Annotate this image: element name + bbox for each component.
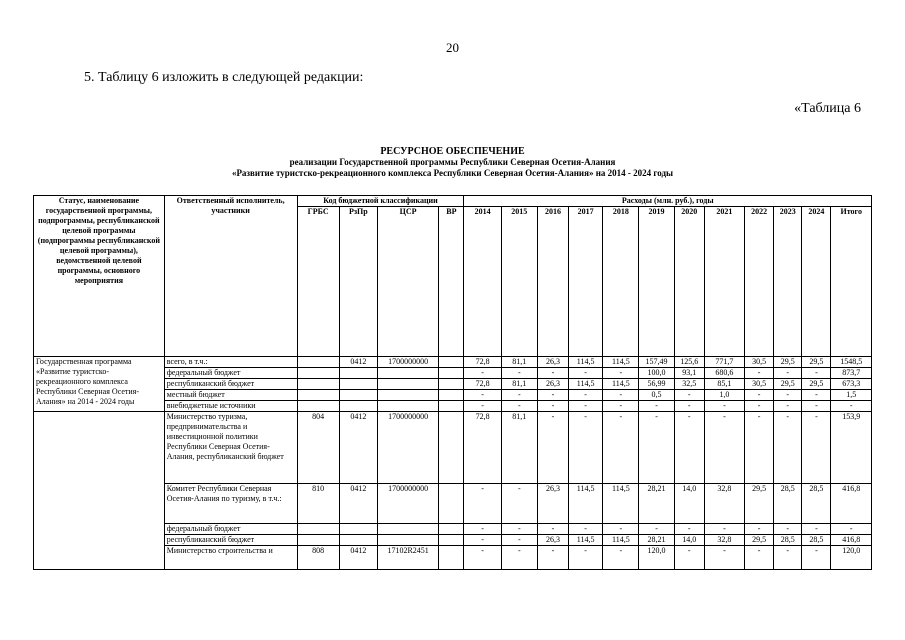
year-value-cell: - (745, 390, 774, 401)
csr-cell: 1700000000 (377, 412, 438, 484)
year-value-cell: 120,0 (639, 546, 674, 570)
year-value-cell: 26,3 (537, 484, 568, 524)
year-value-cell: 29,5 (745, 535, 774, 546)
grbs-cell (297, 368, 339, 379)
year-value-cell: 125,6 (674, 357, 704, 368)
year-value-cell: 29,5 (802, 379, 831, 390)
year-value-cell: - (537, 368, 568, 379)
year-value-cell: - (464, 546, 501, 570)
total-cell: - (831, 524, 872, 535)
year-value-cell: 32,8 (704, 535, 744, 546)
year-value-cell: 771,7 (704, 357, 744, 368)
year-value-cell: 81,1 (501, 357, 537, 368)
grbs-cell (297, 401, 339, 412)
total-cell: 153,9 (831, 412, 872, 484)
year-value-cell: - (704, 401, 744, 412)
year-value-cell: 85,1 (704, 379, 744, 390)
year-value-cell: - (603, 412, 639, 484)
year-value-cell: - (704, 524, 744, 535)
year-value-cell: - (774, 546, 802, 570)
year-value-cell: - (464, 390, 501, 401)
vr-cell (439, 412, 464, 484)
header-rzpr: РзПр (339, 207, 377, 357)
vr-cell (439, 535, 464, 546)
year-value-cell: 56,99 (639, 379, 674, 390)
year-value-cell: - (501, 484, 537, 524)
year-value-cell: - (603, 368, 639, 379)
year-value-cell: - (501, 535, 537, 546)
year-value-cell: - (464, 368, 501, 379)
csr-cell (377, 524, 438, 535)
executor-cell: Комитет Республики Северная Осетия-Алания по туризму, в т.ч.: (164, 484, 297, 524)
grbs-cell: 804 (297, 412, 339, 484)
header-total: Итого (831, 207, 872, 357)
year-value-cell: 28,5 (802, 535, 831, 546)
year-value-cell: - (537, 546, 568, 570)
year-value-cell: 30,5 (745, 379, 774, 390)
header-executor: Ответственный исполнитель, участники (164, 196, 297, 357)
page-number: 20 (446, 40, 459, 55)
year-value-cell: 81,1 (501, 412, 537, 484)
grbs-cell (297, 524, 339, 535)
year-value-cell: 28,21 (639, 484, 674, 524)
year-value-cell: - (464, 535, 501, 546)
year-value-cell: - (464, 401, 501, 412)
year-value-cell: - (704, 546, 744, 570)
header-year: 2019 (639, 207, 674, 357)
grbs-cell (297, 390, 339, 401)
rzpr-cell: 0412 (339, 484, 377, 524)
year-value-cell: 28,5 (802, 484, 831, 524)
header-year: 2024 (802, 207, 831, 357)
executor-cell: Министерство строительства и (164, 546, 297, 570)
status-cell-empty (34, 412, 165, 570)
executor-cell: республиканский бюджет (164, 535, 297, 546)
year-value-cell: 28,5 (774, 484, 802, 524)
header-year: 2022 (745, 207, 774, 357)
year-value-cell: 114,5 (569, 484, 603, 524)
heading-program: «Развитие туристско-рекреационного комплекса Республики Северная Осетия-Алания» на 2014 - 2024 годы (231, 168, 674, 178)
instruction-text: 5. Таблицу 6 изложить в следующей редакции: (84, 70, 364, 85)
rzpr-cell (339, 379, 377, 390)
csr-cell (377, 401, 438, 412)
table-label: «Таблица 6 (794, 101, 861, 116)
year-value-cell: - (802, 524, 831, 535)
vr-cell (439, 390, 464, 401)
year-value-cell: - (802, 412, 831, 484)
year-value-cell: - (704, 412, 744, 484)
year-value-cell: 14,0 (674, 484, 704, 524)
year-value-cell: 114,5 (603, 357, 639, 368)
header-year: 2017 (569, 207, 603, 357)
header-expenses: Расходы (млн. руб.), годы (464, 196, 872, 207)
year-value-cell: - (745, 368, 774, 379)
header-budget-code: Код бюджетной классификации (297, 196, 464, 207)
table-row (34, 412, 872, 484)
year-value-cell: - (569, 368, 603, 379)
year-value-cell: 81,1 (501, 379, 537, 390)
year-value-cell: - (537, 390, 568, 401)
header-year: 2018 (603, 207, 639, 357)
rzpr-cell (339, 524, 377, 535)
year-value-cell: 114,5 (603, 379, 639, 390)
year-value-cell: - (501, 524, 537, 535)
year-value-cell: - (501, 546, 537, 570)
year-value-cell: 32,5 (674, 379, 704, 390)
executor-cell: федеральный бюджет (164, 368, 297, 379)
rzpr-cell: 0412 (339, 357, 377, 368)
year-value-cell: 93,1 (674, 368, 704, 379)
year-value-cell: - (603, 524, 639, 535)
year-value-cell: 100,0 (639, 368, 674, 379)
year-value-cell: 26,3 (537, 535, 568, 546)
table-row (34, 357, 872, 368)
year-value-cell: - (745, 401, 774, 412)
year-value-cell: - (603, 546, 639, 570)
year-value-cell: 680,6 (704, 368, 744, 379)
year-value-cell: - (674, 401, 704, 412)
year-value-cell: 72,8 (464, 379, 501, 390)
year-value-cell: - (674, 546, 704, 570)
year-value-cell: - (639, 524, 674, 535)
total-cell: 673,3 (831, 379, 872, 390)
vr-cell (439, 379, 464, 390)
executor-cell: внебюджетные источники (164, 401, 297, 412)
heading-subtitle: реализации Государственной программы Республики Северная Осетия-Алания (289, 157, 616, 167)
year-value-cell: 29,5 (774, 379, 802, 390)
grbs-cell (297, 379, 339, 390)
year-value-cell: - (569, 412, 603, 484)
year-value-cell: 72,8 (464, 412, 501, 484)
year-value-cell: 114,5 (569, 357, 603, 368)
executor-cell: местный бюджет (164, 390, 297, 401)
year-value-cell: 1,0 (704, 390, 744, 401)
table-body (34, 357, 872, 570)
year-value-cell: 29,5 (745, 484, 774, 524)
year-value-cell: - (569, 390, 603, 401)
grbs-cell (297, 357, 339, 368)
year-value-cell: - (674, 412, 704, 484)
executor-cell: всего, в т.ч.: (164, 357, 297, 368)
year-value-cell: 26,3 (537, 379, 568, 390)
total-cell: 120,0 (831, 546, 872, 570)
header-csr: ЦСР (377, 207, 438, 357)
year-value-cell: - (501, 368, 537, 379)
rzpr-cell (339, 390, 377, 401)
csr-cell (377, 390, 438, 401)
year-value-cell: - (745, 412, 774, 484)
year-value-cell: - (537, 524, 568, 535)
year-value-cell: 14,0 (674, 535, 704, 546)
csr-cell: 17102R2451 (377, 546, 438, 570)
vr-cell (439, 357, 464, 368)
vr-cell (439, 484, 464, 524)
year-value-cell: - (501, 390, 537, 401)
year-value-cell: - (774, 390, 802, 401)
year-value-cell: - (603, 401, 639, 412)
year-value-cell: - (802, 401, 831, 412)
vr-cell (439, 546, 464, 570)
year-value-cell: - (774, 368, 802, 379)
rzpr-cell (339, 401, 377, 412)
year-value-cell: - (501, 401, 537, 412)
total-cell: - (831, 401, 872, 412)
grbs-cell: 810 (297, 484, 339, 524)
header-year: 2021 (704, 207, 744, 357)
vr-cell (439, 368, 464, 379)
year-value-cell: 29,5 (802, 357, 831, 368)
year-value-cell: 26,3 (537, 357, 568, 368)
csr-cell: 1700000000 (377, 484, 438, 524)
total-cell: 873,7 (831, 368, 872, 379)
year-value-cell: - (674, 390, 704, 401)
executor-cell: Министерство туризма, предпринимательства и инвестиционной политики Республики Северная Осетия-Алания, республиканский бюджет (164, 412, 297, 484)
rzpr-cell (339, 535, 377, 546)
year-value-cell: - (745, 546, 774, 570)
total-cell: 1,5 (831, 390, 872, 401)
grbs-cell (297, 535, 339, 546)
year-value-cell: - (774, 401, 802, 412)
header-year: 2023 (774, 207, 802, 357)
year-value-cell: - (774, 524, 802, 535)
header-grbs: ГРБС (297, 207, 339, 357)
year-value-cell: 30,5 (745, 357, 774, 368)
header-status: Статус, наименование государственной программы, подпрограммы, республиканской целевой программы (подпрограммы республиканской целевой программы), ведомственной целевой программы, основного мероприятия (34, 196, 165, 357)
year-value-cell: - (569, 401, 603, 412)
rzpr-cell: 0412 (339, 546, 377, 570)
year-value-cell: 114,5 (569, 535, 603, 546)
year-value-cell: - (639, 401, 674, 412)
table-heading (0, 146, 905, 179)
year-value-cell: 114,5 (603, 484, 639, 524)
year-value-cell: 114,5 (569, 379, 603, 390)
year-value-cell: - (569, 524, 603, 535)
header-year: 2016 (537, 207, 568, 357)
year-value-cell: - (802, 368, 831, 379)
year-value-cell: 28,5 (774, 535, 802, 546)
year-value-cell: - (639, 412, 674, 484)
total-cell: 416,8 (831, 535, 872, 546)
year-value-cell: 0,5 (639, 390, 674, 401)
year-value-cell: - (745, 524, 774, 535)
program-name-cell: Государственная программа «Развитие туристско-рекреационного комплекса Республики Северная Осетия-Алания» на 2014 - 2024 годы (34, 357, 165, 412)
rzpr-cell (339, 368, 377, 379)
header-year: 2015 (501, 207, 537, 357)
year-value-cell: - (569, 546, 603, 570)
year-value-cell: 114,5 (603, 535, 639, 546)
year-value-cell: - (802, 546, 831, 570)
year-value-cell: 29,5 (774, 357, 802, 368)
year-value-cell: - (537, 401, 568, 412)
year-value-cell: - (674, 524, 704, 535)
resources-table (33, 195, 872, 570)
csr-cell: 1700000000 (377, 357, 438, 368)
csr-cell (377, 379, 438, 390)
header-year: 2020 (674, 207, 704, 357)
vr-cell (439, 401, 464, 412)
csr-cell (377, 368, 438, 379)
header-year: 2014 (464, 207, 501, 357)
year-value-cell: - (537, 412, 568, 484)
total-cell: 416,8 (831, 484, 872, 524)
vr-cell (439, 524, 464, 535)
grbs-cell: 808 (297, 546, 339, 570)
year-value-cell: 28,21 (639, 535, 674, 546)
rzpr-cell: 0412 (339, 412, 377, 484)
executor-cell: республиканский бюджет (164, 379, 297, 390)
year-value-cell: - (603, 390, 639, 401)
heading-title: РЕСУРСНОЕ ОБЕСПЕЧЕНИЕ (380, 146, 525, 157)
year-value-cell: - (774, 412, 802, 484)
executor-cell: федеральный бюджет (164, 524, 297, 535)
year-value-cell: - (464, 524, 501, 535)
csr-cell (377, 535, 438, 546)
total-cell: 1548,5 (831, 357, 872, 368)
year-value-cell: 157,49 (639, 357, 674, 368)
year-value-cell: 32,8 (704, 484, 744, 524)
year-value-cell: 72,8 (464, 357, 501, 368)
year-value-cell: - (802, 390, 831, 401)
year-value-cell: - (464, 484, 501, 524)
header-vr: ВР (439, 207, 464, 357)
